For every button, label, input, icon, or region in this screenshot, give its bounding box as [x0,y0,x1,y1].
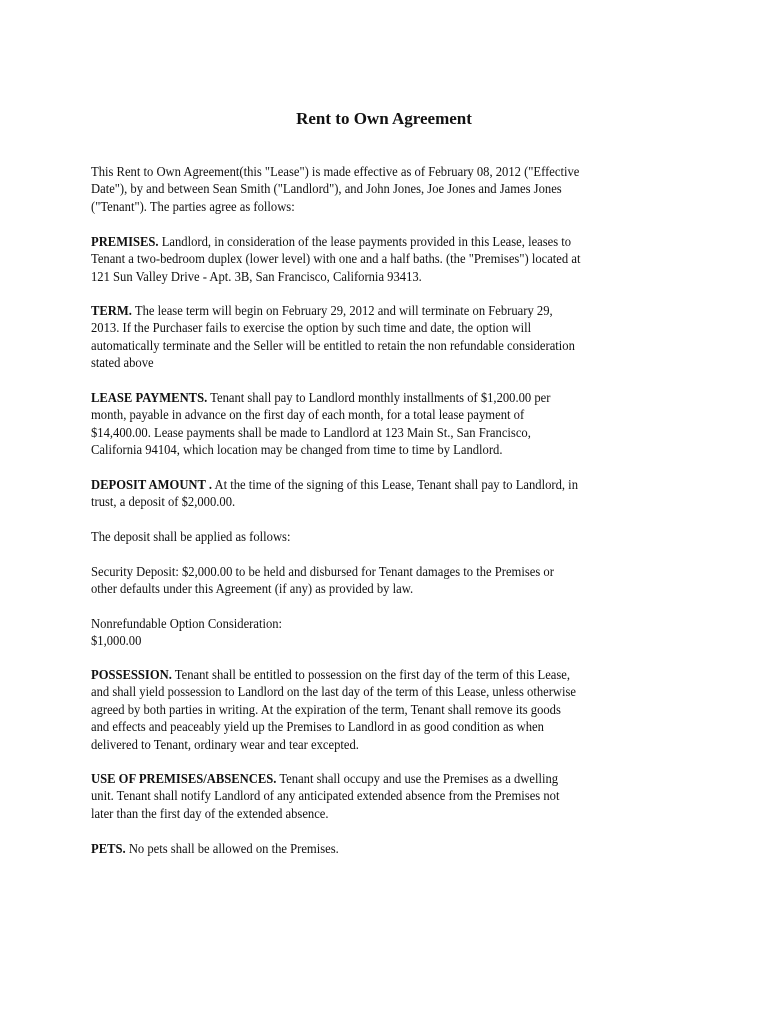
pets-heading: PETS. [91,842,126,857]
lease-payments-section [91,390,685,460]
intro-paragraph: This Rent to Own Agreement(this "Lease") is made effective as of February 08, 2012 ("Effective Date"), by and between Sean Smith ("Landlord"), and John Jones, Joe Jones and James Jones ("Tenant"). The parties agree as follows: [91,165,580,215]
option-consideration-label: Nonrefundable Option Consideration: [91,617,283,632]
premises-heading: PREMISES. [91,235,159,250]
document-title: Rent to Own Agreement [296,109,472,128]
use-of-premises-section [91,771,685,823]
term-heading: TERM. [91,304,132,319]
use-of-premises-heading: USE OF PREMISES/ABSENCES. [91,772,277,787]
option-consideration-amount: $1,000.00 [91,634,142,649]
lease-payments-text: Tenant shall pay to Landlord monthly installments of $1,200.00 per month, payable in advance on the first day of each month, for a total lease payment of $14,400.00. Lease payments shall be made to Landlord at 123 Main St., San Francisco, California 94104, which location may be changed from time to time by Landlord. [91,391,551,459]
deposit-applied-paragraph: The deposit shall be applied as follows: [91,530,291,545]
deposit-amount-heading: DEPOSIT AMOUNT . [91,478,213,493]
use-of-premises-text: Tenant shall occupy and use the Premises as a dwelling unit. Tenant shall notify Landlord of any anticipated extended absence from the Premises not later than the first day of the extended absence. [91,772,560,822]
pets-section [91,841,685,858]
deposit-amount-section [91,477,685,512]
deposit-amount-text: At the time of the signing of this Lease, Tenant shall pay to Landlord, in trust, a deposit of $2,000.00. [91,478,578,511]
pets-text: No pets shall be allowed on the Premises. [125,842,339,857]
term-text: The lease term will begin on February 29, 2012 and will terminate on February 29, 2013. If the Purchaser fails to exercise the option by such time and date, the option will automatically terminate and the Seller will be entitled to retain the non refundable consideration stated above [91,304,575,372]
possession-heading: POSSESSION. [91,668,172,683]
possession-text: Tenant shall be entitled to possession on the first day of the term of this Lease, and shall yield possession to Landlord on the last day of the term of this Lease, unless otherwise agreed by both parties in writing. At the expiration of the term, Tenant shall remove its goods and effects and peaceably yield up the Premises to Landlord in as good condition as when delivered to Tenant, ordinary wear and tear excepted. [91,668,577,753]
premises-text: Landlord, in consideration of the lease payments provided in this Lease, leases to Tenant a two-bedroom duplex (lower level) with one and a half baths. (the "Premises") located at 121 Sun Valley Drive - Apt. 3B, San Francisco, California 93413. [91,235,581,285]
premises-section [91,234,685,286]
lease-payments-heading: LEASE PAYMENTS. [91,391,208,406]
possession-section [91,667,685,754]
security-deposit-paragraph: Security Deposit: $2,000.00 to be held and disbursed for Tenant damages to the Premises or other defaults under this Agreement (if any) as provided by law. [91,565,554,598]
term-section [91,303,685,373]
